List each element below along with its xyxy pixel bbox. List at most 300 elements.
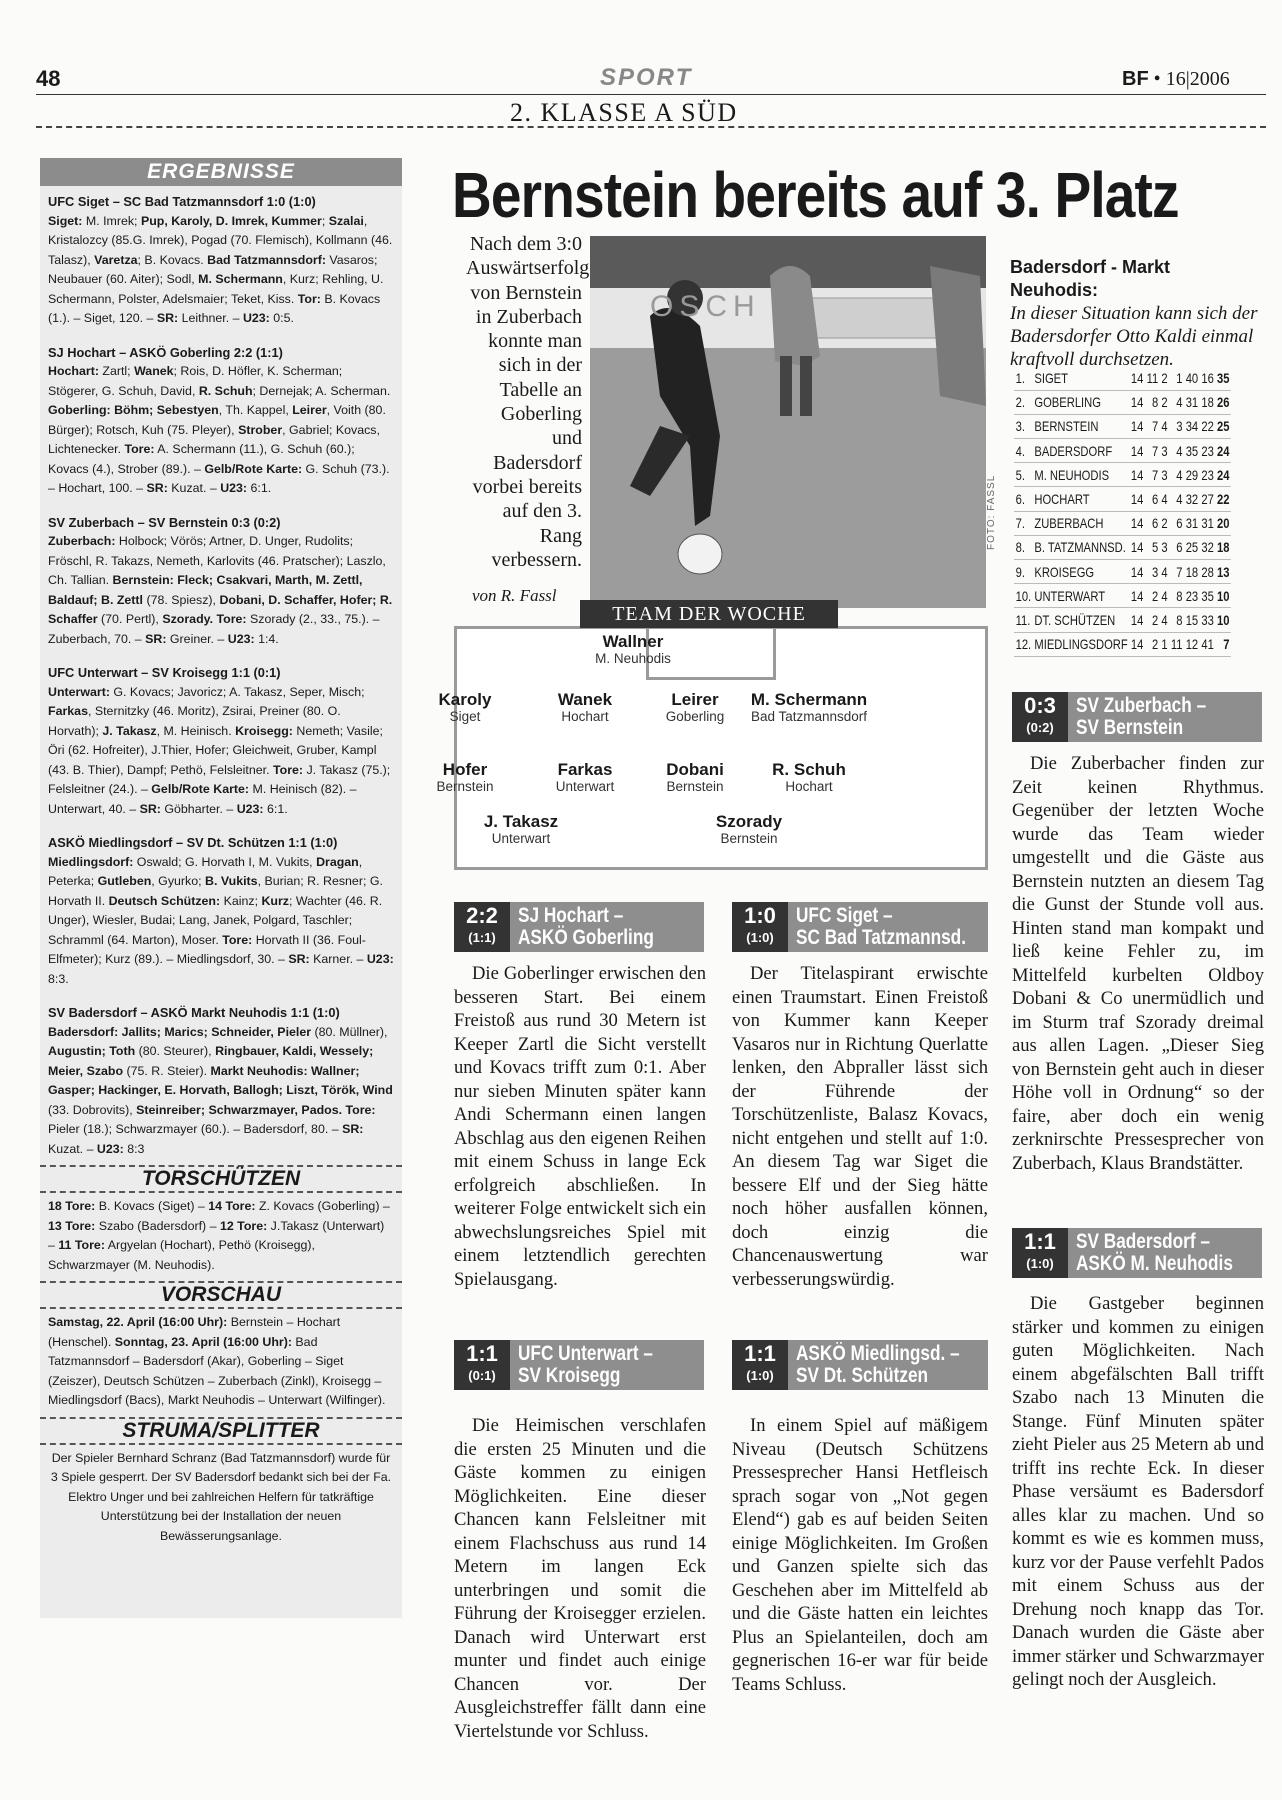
- bold-run: Gutleben: [97, 874, 152, 888]
- table-cell: 4: [1160, 608, 1169, 632]
- result-box: [732, 902, 988, 952]
- table-cell: 28: [1200, 560, 1216, 584]
- bold-run: Pup, Karoly, D. Imrek, Kummer: [140, 213, 322, 228]
- player-club: Hochart: [785, 779, 833, 794]
- table-row: [1014, 463, 1231, 487]
- bold-run: Tore:: [218, 932, 253, 947]
- team-of-week-heading: TEAM DER WOCHE: [580, 600, 838, 628]
- points-cell: 22: [1215, 487, 1231, 511]
- bold-run: Kroisegg:: [231, 723, 293, 738]
- text-run: , Kristalozcy (85.G. Imrek), Pogad (70. Flemisch), Kollmann (46. Talasz),: [48, 213, 393, 267]
- table-cell: 11.: [1014, 608, 1033, 632]
- halftime-score: (0:2): [1026, 720, 1054, 735]
- bold-run: Badersdorf: Jallits; Marics; Schneider, Pieler: [48, 1024, 312, 1039]
- points-cell: 20: [1215, 511, 1231, 535]
- text-run: Vasaros; Neubauer (60. Aiter); Sodl,: [48, 252, 378, 286]
- header-rule: [36, 94, 1266, 95]
- table-cell: 4: [1169, 487, 1184, 511]
- player-name: Hofer: [442, 760, 488, 779]
- text-run: Kuzat. –: [48, 1141, 97, 1156]
- bold-run: Miedlingsdorf:: [48, 854, 134, 869]
- table-cell: 14: [1129, 584, 1145, 608]
- table-cell: 34: [1184, 414, 1200, 438]
- bold-run: Unterwart:: [48, 684, 110, 699]
- bold-run: Gelb/Rote Karte:: [204, 461, 303, 476]
- text-run: G. Kovacs; Javoricz; A. Takasz, Seper, Misch;: [109, 684, 365, 699]
- table-cell: 14: [1129, 487, 1145, 511]
- text-run: , Peterka;: [48, 854, 363, 888]
- table-cell: 40: [1184, 366, 1200, 390]
- table-cell: 3.: [1014, 414, 1033, 438]
- table-cell: 4: [1160, 584, 1169, 608]
- match-title: ASKÖ Miedlingsdorf – SV Dt. Schützen 1:1 (1:0): [48, 835, 338, 850]
- player-club: Bernstein: [436, 779, 494, 794]
- caption-text: In dieser Situation kann sich der Badersdorfer Otto Kaldi einmal kraftvoll durchsetzen.: [1010, 303, 1258, 370]
- halftime-score: (1:1): [468, 930, 496, 945]
- table-cell: 14: [1129, 439, 1145, 463]
- text-run: Oswald; G. Horvath I, M. Vukits,: [133, 854, 317, 869]
- match-lineup: [48, 683, 394, 820]
- text-run: ;: [321, 213, 329, 228]
- team-player: [734, 690, 884, 724]
- table-cell: 4: [1169, 463, 1184, 487]
- scorers-heading: TORSCHÜTZEN: [40, 1165, 402, 1193]
- table-row: [1014, 439, 1231, 463]
- table-cell: DT. SCHÜTZEN: [1033, 608, 1130, 632]
- text-run: ; B. Kovacs.: [137, 252, 204, 267]
- bold-run: Dragan: [316, 854, 359, 869]
- table-cell: 14: [1129, 366, 1145, 390]
- table-cell: 35: [1200, 584, 1216, 608]
- bold-run: 13 Tore:: [48, 1218, 96, 1233]
- table-cell: 32: [1184, 487, 1200, 511]
- bold-run: U23:: [96, 1141, 124, 1156]
- report-paragraph: Die Goberlinger erwischen den besseren Start. Bei einem Freistoß aus rund 30 Metern ist Keeper Zartl die Sicht verstellt und Kovacs trifft zum 0:1. Aber nur sieben Minuten später kann Andi Schermann einen langen Abschlag aus den eigenen Reihen mit einem Schuss in lange Eck erfolgreich abschließen. In weiterer Folge entwickelt sich ein abwechslungsreiches Spiel mit einem letztendlich gerechten Spielausgang.: [454, 963, 706, 1290]
- table-cell: 32: [1200, 535, 1216, 559]
- text-run: Nemeth; Vasile; Öri (62. Hofreiter), J.Thier, Hofer; Gleichweit, Gruber, Kampl (43. B. Thier), Dampf; Pethö, Felsleitner.: [48, 723, 383, 777]
- table-cell: ZUBERBACH: [1033, 511, 1130, 535]
- points-cell: 25: [1215, 414, 1231, 438]
- match-title: SJ Hochart – ASKÖ Goberling 2:2 (1:1): [48, 344, 283, 360]
- table-cell: 16: [1200, 366, 1216, 390]
- final-score: 1:1: [744, 1341, 776, 1366]
- table-cell: GOBERLING: [1033, 390, 1130, 414]
- final-score: 0:3: [1024, 693, 1056, 718]
- text-run: Karner. –: [309, 952, 367, 966]
- text-run: J. Takasz (75.); Felsleitner (24.). –: [48, 762, 391, 796]
- points-cell: 35: [1215, 366, 1231, 390]
- score-block: [1012, 692, 1068, 742]
- author-prefix: von: [472, 586, 497, 605]
- table-cell: 22: [1200, 414, 1216, 438]
- table-cell: 14: [1129, 632, 1145, 656]
- player-club: M. Neuhodis: [595, 651, 671, 666]
- table-cell: KROISEGG: [1033, 560, 1130, 584]
- player-club: Unterwart: [555, 779, 615, 794]
- score-block: [732, 902, 788, 952]
- text-run: , Th. Kappel,: [218, 403, 293, 417]
- text-run: Pieler (18.); Schwarzmayer (60.). – Badersdorf, 80. –: [48, 1122, 343, 1136]
- table-cell: 7: [1145, 414, 1160, 438]
- table-cell: B. TATZMANNSD.: [1033, 535, 1130, 559]
- table-cell: 5: [1145, 535, 1160, 559]
- table-cell: 10.: [1014, 584, 1033, 608]
- bold-run: Steinreiber; Schwarzmayer, Pados.: [136, 1102, 343, 1117]
- match-lineup: [48, 853, 394, 990]
- text-run: A. Schermann (11.), G. Schuh (60.); Kovacs (4.), Strober (89.). –: [48, 442, 355, 476]
- report-text: [732, 962, 988, 1322]
- text-run: (75. R. Steier).: [123, 1063, 208, 1078]
- page-number: 48: [36, 66, 61, 91]
- player-club: Bad Tatzmannsdorf: [750, 709, 868, 724]
- match-teams: [796, 905, 966, 949]
- scorers-list: [48, 1197, 394, 1275]
- away-team: SV Bernstein: [1076, 716, 1184, 739]
- text-run: Horvath II (36. Foul-Elfmeter); Kurz (89.). – Miedlingsdorf, 30. –: [48, 932, 366, 966]
- table-cell: 12: [1184, 632, 1200, 656]
- match-title: SV Zuberbach – SV Bernstein 0:3 (0:2): [48, 514, 281, 530]
- table-row: [1014, 584, 1231, 608]
- bold-run: U23:: [242, 311, 270, 325]
- bold-run: Deutsch Schützen:: [105, 893, 221, 908]
- table-cell: 14: [1129, 463, 1145, 487]
- banner-text: OSCH: [650, 290, 761, 323]
- table-cell: 1.: [1014, 366, 1033, 390]
- table-cell: 4: [1160, 560, 1169, 584]
- table-cell: 35: [1184, 439, 1200, 463]
- table-cell: 8: [1169, 608, 1184, 632]
- match-title: UFC Siget – SC Bad Tatzmannsdorf 1:0 (1:0): [48, 194, 316, 209]
- score-block: [732, 1340, 788, 1390]
- text-run: ; Rois, D. Höfler, K. Scherman; Stögerer, G. Schuh, David,: [48, 364, 343, 398]
- text-run: 8:3.: [48, 971, 69, 986]
- report-text: [454, 962, 706, 1322]
- bold-run: U23:: [220, 481, 248, 495]
- table-cell: UNTERWART: [1033, 584, 1130, 608]
- bold-run: Siget:: [48, 213, 83, 228]
- player-name: R. Schuh: [772, 760, 846, 779]
- bold-run: Leirer: [292, 403, 327, 417]
- text-run: B. Kovacs (Siget) –: [95, 1199, 209, 1213]
- bold-run: Farkas: [48, 704, 88, 718]
- table-cell: 23: [1184, 584, 1200, 608]
- table-cell: 25: [1184, 535, 1200, 559]
- away-team: ASKÖ Goberling: [518, 926, 654, 949]
- table-cell: 29: [1184, 463, 1200, 487]
- table-cell: 1: [1169, 366, 1184, 390]
- result-box: [454, 902, 704, 952]
- result-box: [1012, 1228, 1262, 1278]
- table-cell: 18: [1184, 560, 1200, 584]
- text-run: 6:1.: [263, 801, 288, 816]
- table-cell: 41: [1200, 632, 1216, 656]
- table-row: [1014, 560, 1231, 584]
- bold-run: 12 Tore:: [219, 1218, 268, 1233]
- table-cell: 11: [1145, 366, 1160, 390]
- text-run: , Gabriel; Kovacs, Lichtenecker.: [48, 422, 380, 456]
- report-paragraph: Die Gastgeber beginnen stärker und kommen zu einigen guten Möglichkeiten. Nach einem abgefälschten Ball trifft Szabo nach 13 Minuten die Stange. Fünf Minuten später zieht Pieler aus 25 Metern ab und trifft ins rechte Eck. In dieser Phase versäumt es Badersdorf alles klar zu machen. Und so kommt es wie es kommen muss, kurz vor der Pause verfehlt Pados mit einem Schuss aus der Drehung noch knapp das Tor. Danach wurden die Gäste aber immer stärker und Schwarzmayer gelingt noch der Ausgleich.: [1012, 1293, 1264, 1690]
- bold-run: SR:: [342, 1122, 364, 1136]
- table-cell: 23: [1200, 439, 1216, 463]
- match-title: UFC Unterwart – SV Kroisegg 1:1 (0:1): [48, 665, 281, 680]
- final-score: 1:1: [466, 1341, 498, 1366]
- bold-run: Szorady.: [162, 612, 214, 626]
- table-cell: 23: [1200, 463, 1216, 487]
- score-block: [1012, 1228, 1068, 1278]
- match-teams: [1076, 1231, 1233, 1275]
- match-photo: [590, 236, 986, 608]
- text-run: Holbock; Vörös; Artner, D. Unger, Rudolits; Fröschl, R. Takazs, Nemeth, Karlovits (46. Pratscher); Laszlo, Ch. Tallian.: [48, 534, 386, 587]
- header-dashed-rule: [36, 126, 1266, 128]
- points-cell: 24: [1215, 439, 1231, 463]
- table-cell: 4.: [1014, 439, 1033, 463]
- text-run: (80. Steurer),: [135, 1044, 216, 1058]
- text-run: 6:1.: [247, 481, 272, 495]
- article-intro: Nach dem 3:0 Auswärtserfolg von Bernstein in Zuberbach konnte man sich in der Tabelle an Goberling und Badersdorf vorbei bereits auf den 3. Rang verbessern.: [466, 233, 590, 571]
- bold-run: J. Takasz: [102, 723, 157, 738]
- table-cell: 33: [1200, 608, 1216, 632]
- text-run: Bernstein – Hochart (Henschel).: [48, 1315, 341, 1349]
- bold-run: Tore:: [213, 612, 247, 626]
- table-cell: 2: [1160, 366, 1169, 390]
- bold-run: Hochart:: [48, 364, 99, 378]
- match-lineup: [48, 362, 394, 499]
- halftime-score: (1:0): [746, 1368, 774, 1383]
- match-reports-list: [48, 192, 394, 1159]
- match-teams: [518, 905, 654, 949]
- report-text: [732, 1414, 988, 1794]
- table-row: [1014, 366, 1231, 390]
- table-cell: BERNSTEIN: [1033, 414, 1130, 438]
- table-cell: BADERSDORF: [1033, 439, 1130, 463]
- match-teams: [1076, 695, 1206, 739]
- home-team: SJ Hochart –: [518, 904, 624, 927]
- final-score: 2:2: [466, 903, 498, 928]
- text-run: ; Dernejak; A. Scherman.: [252, 383, 391, 398]
- text-run: Zartl;: [98, 364, 135, 378]
- player-name: Leirer: [671, 690, 719, 709]
- text-run: (33. Dobrovits),: [48, 1102, 137, 1117]
- text-run: 1:4.: [254, 631, 279, 646]
- team-player: [558, 632, 708, 666]
- table-cell: 3: [1145, 560, 1160, 584]
- table-row: [1014, 487, 1231, 511]
- table-cell: 2: [1145, 632, 1160, 656]
- text-run: Greiner. –: [166, 631, 228, 646]
- player-name: Wallner: [602, 632, 664, 651]
- player-club: Bernstein: [666, 779, 724, 794]
- table-cell: 18: [1200, 390, 1216, 414]
- bold-run: Szalai: [328, 213, 364, 228]
- home-team: UFC Unterwart –: [518, 1342, 653, 1365]
- table-cell: 31: [1184, 511, 1200, 535]
- bold-run: Kurz: [261, 893, 290, 908]
- player-name: J. Takasz: [483, 812, 559, 831]
- preview-heading: VORSCHAU: [40, 1281, 402, 1309]
- result-box: [1012, 692, 1262, 742]
- text-run: (80. Müllner),: [311, 1024, 388, 1039]
- bold-run: 18 Tore:: [48, 1199, 96, 1213]
- table-cell: HOCHART: [1033, 487, 1130, 511]
- player-name: Szorady: [715, 812, 783, 831]
- report-text: [454, 1414, 706, 1794]
- table-cell: 4: [1169, 390, 1184, 414]
- home-team: SV Zuberbach –: [1076, 694, 1207, 717]
- table-cell: 8: [1145, 390, 1160, 414]
- table-cell: 6.: [1014, 487, 1033, 511]
- points-cell: 13: [1215, 560, 1231, 584]
- result-box: [732, 1340, 988, 1390]
- match-title: SV Badersdorf – ASKÖ Markt Neuhodis 1:1 (1:0): [48, 1005, 340, 1020]
- author-line: [472, 586, 557, 606]
- table-row: [1014, 535, 1231, 559]
- table-cell: 11: [1169, 632, 1184, 656]
- text-run: Kuzat. –: [167, 481, 221, 495]
- bold-run: Sonntag, 23. April (16:00 Uhr):: [114, 1334, 292, 1349]
- match-teams: [518, 1343, 653, 1387]
- table-cell: 27: [1200, 487, 1216, 511]
- bold-run: Dobani, D. Schaffer, Hofer; R. Schaffer: [48, 592, 393, 626]
- text-run: , M. Heinisch.: [156, 723, 232, 738]
- bold-run: B. Vukits: [205, 874, 258, 888]
- bold-run: Goberling: Böhm; Sebestyen: [48, 403, 219, 417]
- issue-info: [1122, 68, 1230, 91]
- caption-title: Badersdorf - Markt Neuhodis:: [1010, 257, 1171, 300]
- league-title: 2. KLASSE A SÜD: [510, 98, 738, 127]
- section-label: SPORT: [600, 64, 693, 91]
- report-paragraph: Die Heimischen verschlafen die ersten 25 Minuten und die Gäste kommen zu einigen Möglichkeiten. Eine dieser Chancen kann Felsleitner mit einem Flachschuss aus rund 14 Metern im langen Eck unterbringen und somit die Führung der Kroisegger erzielen. Danach wird Unterwart erst munter und findet auch einige Chancen vor. Der Ausgleichstreffer fällt dann eine Viertelstunde vor Schluss.: [454, 1415, 706, 1742]
- text-run: M. Heinisch (82). – Unterwart, 40. –: [48, 782, 357, 816]
- halftime-score: (0:1): [468, 1368, 496, 1383]
- player-club: Siget: [449, 709, 481, 724]
- report-text: [1012, 752, 1264, 1222]
- result-box: [454, 1340, 704, 1390]
- table-cell: 4: [1169, 439, 1184, 463]
- report-text: [1012, 1292, 1264, 1792]
- table-row: [1014, 414, 1231, 438]
- text-run: M. Imrek;: [82, 213, 141, 228]
- table-cell: 14: [1129, 390, 1145, 414]
- table-cell: SIGET: [1033, 366, 1130, 390]
- text-run: (70. Pertl),: [97, 612, 163, 626]
- photo-caption: [1010, 256, 1262, 371]
- table-cell: 2.: [1014, 390, 1033, 414]
- bold-run: 14 Tore:: [208, 1199, 256, 1213]
- table-cell: 6: [1145, 511, 1160, 535]
- table-cell: 14: [1129, 414, 1145, 438]
- text-run: Argyelan (Hochart), Pethö (Kroisegg), Schwarzmayer (M. Neuhodis).: [48, 1238, 316, 1272]
- player-club: Hochart: [561, 709, 609, 724]
- table-cell: 3: [1169, 414, 1184, 438]
- table-cell: MIEDLINGSDORF: [1033, 632, 1130, 656]
- text-run: Göbharter. –: [160, 801, 237, 816]
- brand-dot: •: [1153, 68, 1161, 90]
- bold-run: M. Schermann: [198, 272, 283, 286]
- bold-run: SR:: [288, 952, 310, 966]
- table-cell: 1: [1160, 632, 1169, 656]
- bold-run: U23:: [366, 952, 394, 966]
- table-cell: 14: [1129, 511, 1145, 535]
- points-cell: 10: [1215, 584, 1231, 608]
- table-cell: 5.: [1014, 463, 1033, 487]
- table-cell: 15: [1184, 608, 1200, 632]
- table-cell: 14: [1129, 560, 1145, 584]
- table-cell: 4: [1160, 414, 1169, 438]
- text-run: 8:3: [123, 1141, 145, 1156]
- points-cell: 26: [1215, 390, 1231, 414]
- home-team: SV Badersdorf –: [1076, 1230, 1210, 1253]
- table-cell: 8.: [1014, 535, 1033, 559]
- home-team: UFC Siget –: [796, 904, 893, 927]
- player-club: Goberling: [665, 709, 725, 724]
- table-row: [1014, 511, 1231, 535]
- bold-run: Ringbauer, Kaldi, Wessely; Meier, Szabo: [48, 1044, 374, 1078]
- player-name: Dobani: [666, 760, 724, 779]
- text-run: , Gyurko;: [151, 874, 206, 888]
- away-team: SC Bad Tatzmannsd.: [796, 926, 966, 949]
- table-cell: 6: [1169, 511, 1184, 535]
- bold-run: SR:: [146, 481, 168, 495]
- table-cell: 12.: [1014, 632, 1033, 656]
- report-paragraph: In einem Spiel auf mäßigem Niveau (Deutsch Schützens Pressesprecher Hansi Hetfleisch sprach sogar von „Not gegen Elend“) gab es auf beiden Seiten einige Möglichkeiten. Im Großen und Ganzen spielte sich das Geschehen aber im Mittelfeld ab und die Gäste hatten ein leichtes Plus an Spielanteilen, doch am gegnerischen 16-er war für beide Teams Schluss.: [732, 1415, 988, 1695]
- table-cell: 4: [1160, 487, 1169, 511]
- bold-run: SR:: [139, 801, 161, 816]
- text-run: , Burian; R. Resner; G. Horvath II.: [48, 874, 383, 908]
- brand-label: BF: [1122, 68, 1149, 90]
- table-cell: 2: [1160, 390, 1169, 414]
- text-run: G. Schuh (73.). – Hochart, 100. –: [48, 461, 390, 495]
- player-name: Karoly: [438, 690, 492, 709]
- table-cell: 3: [1160, 439, 1169, 463]
- bold-run: Strober: [238, 422, 283, 437]
- text-run: Z. Kovacs (Goberling) –: [255, 1199, 390, 1213]
- player-name: Wanek: [557, 690, 613, 709]
- bold-run: Tore:: [269, 762, 304, 777]
- text-run: , Voith (80. Bürger); Rotsch, Kuh (75. Pleyer),: [48, 403, 386, 437]
- table-cell: 2: [1145, 608, 1160, 632]
- bold-run: 11 Tore:: [58, 1238, 105, 1252]
- photo-credit: FOTO: FASSL: [986, 474, 997, 550]
- bold-run: SR:: [145, 631, 167, 646]
- bold-run: Tor:: [294, 291, 321, 306]
- table-cell: 7.: [1014, 511, 1033, 535]
- bold-run: R. Schuh: [198, 383, 253, 398]
- table-cell: 7: [1145, 463, 1160, 487]
- away-team: SV Dt. Schützen: [796, 1364, 929, 1387]
- table-cell: 31: [1200, 511, 1216, 535]
- table-cell: 3: [1160, 535, 1169, 559]
- table-cell: 8: [1169, 584, 1184, 608]
- text-run: J.Takasz (Unterwart) –: [48, 1218, 385, 1252]
- score-block: [454, 902, 510, 952]
- table-cell: 6: [1145, 487, 1160, 511]
- bold-run: Zuberbach:: [48, 534, 116, 548]
- halftime-score: (1:0): [1026, 1256, 1054, 1271]
- bold-run: U23:: [227, 631, 255, 646]
- issue-number: 16|2006: [1165, 68, 1230, 90]
- table-cell: M. NEUHODIS: [1033, 463, 1130, 487]
- preview-list: [48, 1313, 394, 1411]
- results-sidebar: [40, 158, 402, 1618]
- match-teams: [796, 1343, 960, 1387]
- text-run: Bad Tatzmannsdorf – Badersdorf (Akar), Goberling – Siget (Zeiszer), Deutsch Schützen – Zuberbach (Zinkl), Kroisegg – Miedlingsdorf (Bacs), Markt Neuhodis – Unterwart (Wilfinger).: [48, 1334, 386, 1407]
- table-cell: 6: [1169, 535, 1184, 559]
- text-run: Szabo (Badersdorf) –: [95, 1218, 220, 1233]
- league-table: [1014, 366, 1231, 657]
- final-score: 1:1: [1024, 1229, 1056, 1254]
- bold-run: Augustin; Toth: [48, 1044, 136, 1058]
- table-row: [1014, 608, 1231, 632]
